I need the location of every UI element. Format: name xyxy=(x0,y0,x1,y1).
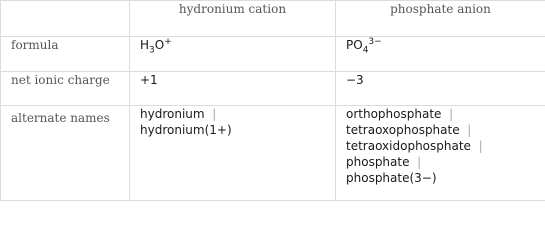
row-header-names: alternate names xyxy=(1,106,130,201)
alternate-name: tetraoxidophosphate xyxy=(346,139,471,153)
alternate-name: orthophosphate xyxy=(346,107,442,121)
formula-element: O xyxy=(154,38,165,52)
table-row-charge xyxy=(1,72,545,106)
row-header-formula: formula xyxy=(1,37,130,72)
charge-hydronium: +1 xyxy=(130,72,336,106)
table-row-formula xyxy=(1,37,545,72)
alternate-name: phosphate xyxy=(346,155,410,169)
alternate-name: tetraoxophosphate xyxy=(346,123,460,137)
separator: | xyxy=(417,155,422,169)
corner-cell xyxy=(1,1,130,37)
formula-hydronium xyxy=(130,37,336,72)
formula-phosphate xyxy=(336,37,545,72)
alternate-name: hydronium(1+) xyxy=(140,123,232,137)
alternate-name: hydronium xyxy=(140,107,205,121)
separator: | xyxy=(478,139,483,153)
row-header-charge: net ionic charge xyxy=(1,72,130,106)
names-phosphate xyxy=(336,106,545,201)
charge-phosphate: −3 xyxy=(336,72,545,106)
formula-subscript: 3 xyxy=(149,45,155,56)
alternate-name: phosphate(3−) xyxy=(346,171,437,185)
separator: | xyxy=(212,107,217,121)
header-row xyxy=(1,1,545,37)
separator: | xyxy=(449,107,454,121)
column-header-hydronium: hydronium cation xyxy=(130,1,336,37)
formula-element: H xyxy=(140,38,150,52)
separator: | xyxy=(467,123,472,137)
column-header-phosphate: phosphate anion xyxy=(336,1,545,37)
table-row-names xyxy=(1,106,545,201)
formula-charge: 3− xyxy=(368,37,382,47)
names-hydronium xyxy=(130,106,336,201)
formula-element: PO xyxy=(346,38,363,52)
formula-charge: + xyxy=(164,37,172,47)
formula-subscript: 4 xyxy=(362,45,369,56)
